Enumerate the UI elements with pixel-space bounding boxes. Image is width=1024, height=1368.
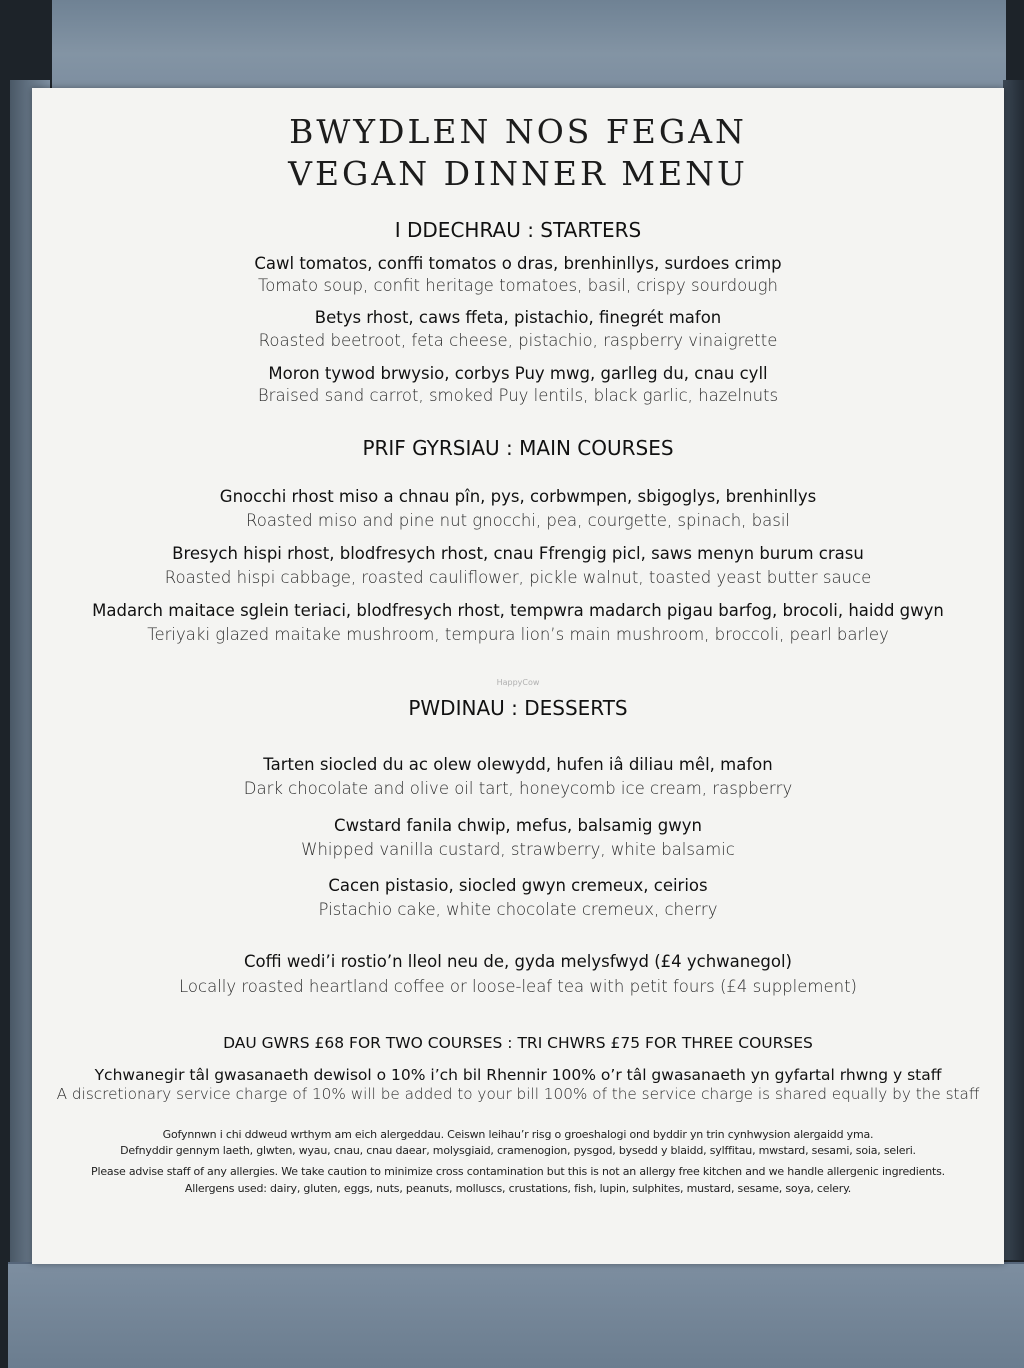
starter-3-welsh: Moron tywod brwysio, corbys Puy mwg, garlleg du, cnau cyll bbox=[268, 364, 768, 383]
menu-title-welsh: BWYDLEN NOS FEGAN bbox=[289, 112, 747, 151]
allergy-english-line-2: Allergens used: dairy, gluten, eggs, nuts, peanuts, molluscs, crustations, fish, lupin, sulphites, mustard, sesame, soya, celery. bbox=[184, 1182, 852, 1195]
main-2-welsh: Bresych hispi rhost, blodfresych rhost, cnau Ffrengig picl, saws menyn burum crasu bbox=[172, 544, 864, 563]
menu-folder-right bbox=[1003, 80, 1024, 1260]
dessert-1-english: Dark chocolate and olive oil tart, honeycomb ice cream, raspberry bbox=[243, 779, 793, 798]
menu-paper bbox=[32, 88, 1004, 1264]
dessert-2-english: Whipped vanilla custard, strawberry, white balsamic bbox=[301, 840, 735, 859]
allergy-welsh-line-1: Gofynnwn i chi ddweud wrthym am eich alergeddau. Ceiswn leihau’r risg o groeshalogi ond byddir yn trin cynhwysion alergaidd yma. bbox=[162, 1128, 874, 1141]
menu-folder-bottom bbox=[8, 1262, 1024, 1368]
starters-heading: I DDECHRAU : STARTERS bbox=[394, 218, 642, 242]
mains-heading: PRIF GYRSIAU : MAIN COURSES bbox=[362, 436, 674, 460]
dessert-3-welsh: Cacen pistasio, siocled gwyn cremeux, ceirios bbox=[328, 876, 708, 895]
main-1-welsh: Gnocchi rhost miso a chnau pîn, pys, corbwmpen, sbigoglys, brenhinllys bbox=[219, 487, 817, 506]
service-charge-english: A discretionary service charge of 10% will be added to your bill 100% of the service charge is shared equally by the staff bbox=[56, 1085, 980, 1103]
menu-folder-top bbox=[52, 0, 1006, 92]
starter-2-english: Roasted beetroot, feta cheese, pistachio, raspberry vinaigrette bbox=[258, 331, 778, 350]
dessert-3-english: Pistachio cake, white chocolate cremeux, cherry bbox=[318, 900, 718, 919]
menu-title-english: VEGAN DINNER MENU bbox=[288, 154, 748, 193]
coffee-welsh: Coffi wedi’i rostio’n lleol neu de, gyda melysfwyd (£4 ychwanegol) bbox=[244, 952, 792, 971]
main-3-english: Teriyaki glazed maitake mushroom, tempura lion’s main mushroom, broccoli, pearl barley bbox=[147, 625, 889, 644]
main-3-welsh: Madarch maitace sglein teriaci, blodfresych rhost, tempwra madarch pigau barfog, brocoli, haidd gwyn bbox=[92, 601, 944, 620]
pricing-line: DAU GWRS £68 FOR TWO COURSES : TRI CHWRS £75 FOR THREE COURSES bbox=[223, 1034, 813, 1052]
happycow-watermark: HappyCow bbox=[496, 678, 540, 687]
starter-1-welsh: Cawl tomatos, conffi tomatos o dras, brenhinllys, surdoes crimp bbox=[254, 254, 782, 273]
service-charge-welsh: Ychwanegir tâl gwasanaeth dewisol o 10% i’ch bil Rhennir 100% o’r tâl gwasanaeth yn gyfartal rhwng y staff bbox=[94, 1066, 942, 1084]
coffee-english: Locally roasted heartland coffee or loose-leaf tea with petit fours (£4 supplement) bbox=[179, 977, 857, 996]
dessert-2-welsh: Cwstard fanila chwip, mefus, balsamig gwyn bbox=[334, 816, 702, 835]
allergy-english-line-1: Please advise staff of any allergies. We take caution to minimize cross contamination but this is not an allergy free kitchen and we handle allergenic ingredients. bbox=[91, 1165, 945, 1178]
starter-3-english: Braised sand carrot, smoked Puy lentils, black garlic, hazelnuts bbox=[257, 386, 779, 405]
main-1-english: Roasted miso and pine nut gnocchi, pea, courgette, spinach, basil bbox=[246, 511, 790, 530]
dessert-1-welsh: Tarten siocled du ac olew olewydd, hufen iâ diliau mêl, mafon bbox=[263, 755, 773, 774]
desserts-heading: PWDINAU : DESSERTS bbox=[408, 696, 628, 720]
starter-2-welsh: Betys rhost, caws ffeta, pistachio, finegrét mafon bbox=[314, 308, 722, 327]
allergy-welsh-line-2: Defnyddir gennym laeth, glwten, wyau, cnau, cnau daear, molysgiaid, cramenogion, pysgod, bysedd y blaidd, sylffitau, mwstard, sesami, soia, seleri. bbox=[120, 1144, 916, 1157]
starter-1-english: Tomato soup, confit heritage tomatoes, basil, crispy sourdough bbox=[258, 276, 778, 295]
main-2-english: Roasted hispi cabbage, roasted cauliflower, pickle walnut, toasted yeast butter sauce bbox=[164, 568, 872, 587]
